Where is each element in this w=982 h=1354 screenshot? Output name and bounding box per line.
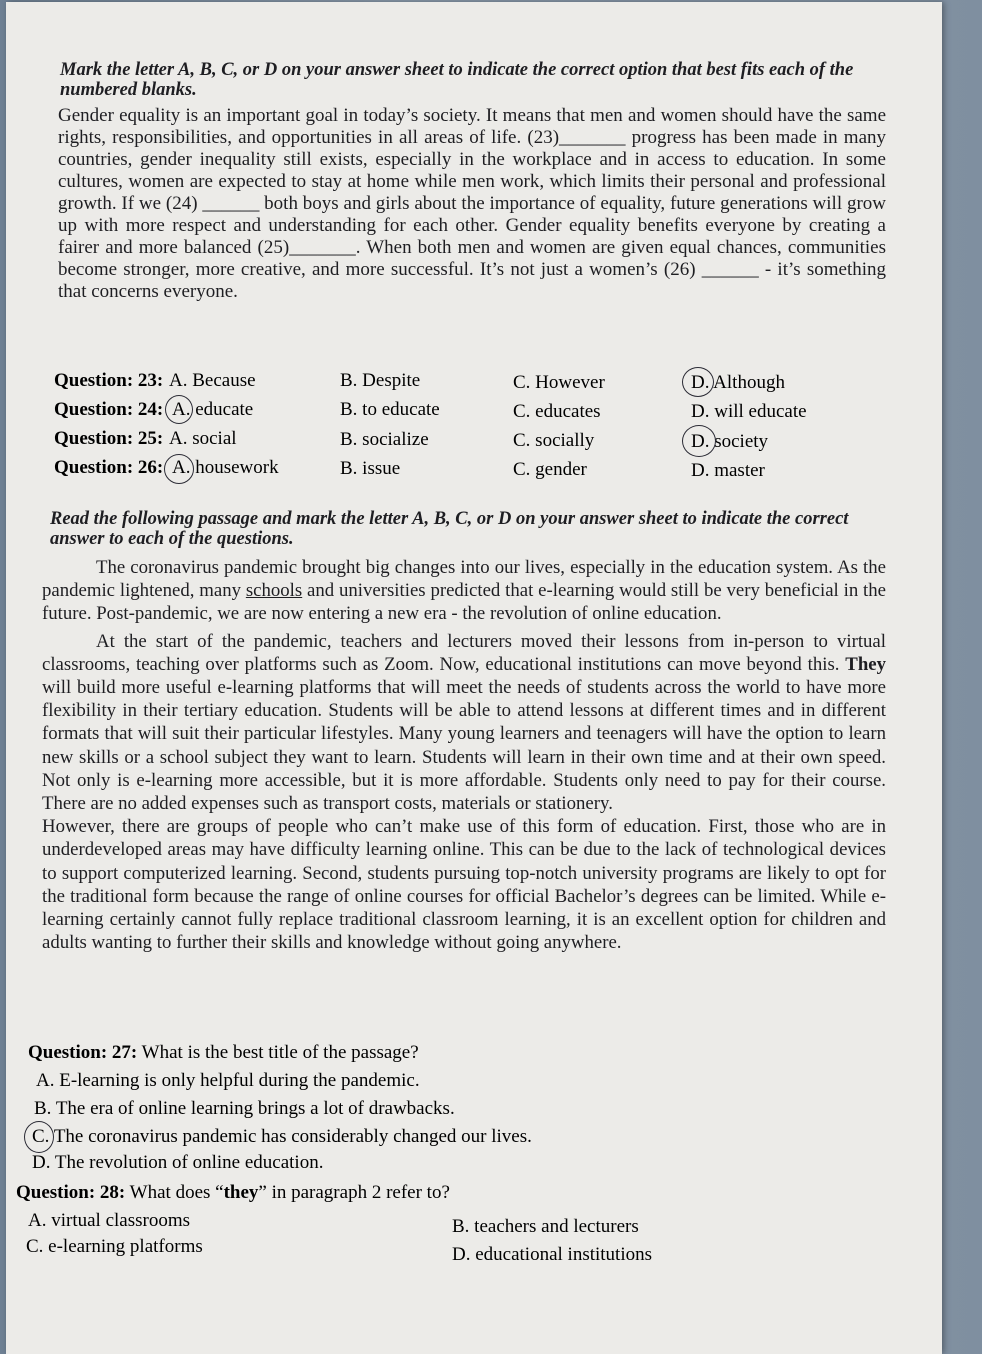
option-c[interactable]: C. socially bbox=[513, 430, 595, 451]
passage-paragraph-1 bbox=[42, 556, 886, 626]
cloze-questions bbox=[54, 370, 894, 490]
option-b[interactable]: B. to educate bbox=[340, 399, 440, 420]
option-d[interactable]: D. educational institutions bbox=[452, 1244, 653, 1265]
question-text bbox=[130, 1182, 450, 1203]
answer-circle-mark bbox=[682, 367, 714, 397]
paragraph-text: and universities predicted that e-learning would still be very beneficial in the future. Post-pandemic, we are now entering a new era - the revolution of online education. bbox=[42, 580, 887, 625]
option-b[interactable]: B. Despite bbox=[340, 370, 421, 391]
option-a[interactable]: A. E-learning is only helpful during the pandemic. bbox=[36, 1070, 420, 1091]
answer-circle-mark bbox=[682, 425, 716, 457]
option-b[interactable]: B. issue bbox=[340, 458, 401, 479]
option-a[interactable]: A. virtual classrooms bbox=[28, 1210, 191, 1231]
option-d[interactable]: D. Although bbox=[691, 372, 785, 393]
question-26 bbox=[54, 457, 163, 479]
gender-equality-passage bbox=[58, 105, 886, 303]
option-a[interactable]: A. housework bbox=[172, 457, 279, 478]
exam-sheet bbox=[6, 2, 942, 1354]
question-24 bbox=[54, 399, 163, 421]
option-c[interactable]: C. The coronavirus pandemic has considerably changed our lives. bbox=[32, 1126, 532, 1147]
section1-instruction: Mark the letter A, B, C, or D on your answer sheet to indicate the correct option that best fits each of the numbered blanks. bbox=[60, 60, 854, 100]
passage-paragraph-2 bbox=[42, 630, 886, 816]
question-25 bbox=[54, 428, 163, 450]
question-27 bbox=[28, 1042, 419, 1064]
answer-circle-mark bbox=[165, 395, 193, 424]
answer-circle-mark bbox=[164, 454, 194, 484]
option-d[interactable]: D. The revolution of online education. bbox=[32, 1152, 324, 1173]
option-d[interactable]: D. master bbox=[691, 460, 765, 481]
option-c[interactable]: C. gender bbox=[513, 459, 587, 480]
question-label: Question: 28: bbox=[16, 1182, 126, 1203]
question-label: Question: 23: bbox=[54, 370, 164, 391]
option-d[interactable]: D. will educate bbox=[691, 401, 807, 422]
option-a[interactable]: A. educate bbox=[172, 399, 254, 420]
question-text-part: What does “ bbox=[129, 1182, 224, 1203]
question-text-bold: they bbox=[223, 1182, 259, 1203]
option-c[interactable]: C. educates bbox=[513, 401, 601, 422]
passage-text: Gender equality is an important goal in today’s society. It means that men and women should have the same rights, responsibilities, and opportunities in all areas of life. (23)_______ progress has been made in many countries, gender inequality still exists, especially in the workplace and in access to education. In some cultures, women are expected to stay at home while men work, which limits their personal and professional growth. If we (24) ______ both boys and girls about the importance of equality, future generations will grow up with more respect and understanding for each other. Gender equality benefits everyone by creating a fairer and more balanced (25)_______. When both men and women are given equal chances, communities become stronger, more creative, and more successful. It’s not just a women’s (26) ______ - it’s something that concerns everyone. bbox=[58, 105, 886, 302]
option-b[interactable]: B. The era of online learning brings a lot of drawbacks. bbox=[34, 1098, 455, 1119]
option-b[interactable]: B. socialize bbox=[340, 429, 429, 450]
online-education-passage bbox=[42, 556, 886, 954]
underlined-word: schools bbox=[245, 580, 303, 602]
option-c[interactable]: C. However bbox=[513, 372, 605, 393]
question-28 bbox=[16, 1182, 450, 1204]
question-23 bbox=[54, 370, 163, 392]
bold-word: They bbox=[845, 653, 886, 675]
question-label: Question: 25: bbox=[54, 428, 164, 449]
question-text-part: ” in paragraph 2 refer to? bbox=[258, 1182, 450, 1203]
passage-paragraph-3: However, there are groups of people who can’t make use of this form of education. First, those who are in underdeveloped areas may have difficulty learning online. This can be due to the lack of technological devices to support computerized learning. Second, students pursuing top-notch university programs are likely to opt for the traditional form because the range of online courses for official Bachelor’s degrees can be limited. While e-learning certainly cannot fully replace traditional classroom learning, it is an excellent option for children and adults wanting to further their skills and knowledge without going anywhere. bbox=[42, 816, 886, 954]
question-label: Question: 27: bbox=[28, 1042, 138, 1063]
paragraph-text: The coronavirus pandemic brought big changes into our lives, especially in the education system. As the pandemic lightened, many bbox=[42, 557, 886, 602]
option-a[interactable]: A. Because bbox=[169, 370, 256, 391]
paragraph-text: will build more useful e-learning platforms that will meet the needs of students across the world to have more flexibility in their tertiary education. Students will be able to attend lessons at different times and in different formats that will suit their particular lifestyles. Many young learners and teenagers will have the option to learn new skills or a school subject they want to learn. Students will learn in their own time and at their own speed. Not only is e-learning more accessible, but it is more affordable. Students only need to pay for their course. There are no added expenses such as transport costs, materials or stationery. bbox=[42, 677, 886, 815]
option-b[interactable]: B. teachers and lecturers bbox=[452, 1216, 639, 1237]
answer-circle-mark bbox=[24, 1121, 54, 1153]
question-text: What is the best title of the passage? bbox=[141, 1042, 419, 1063]
question-label: Question: 24: bbox=[54, 399, 164, 420]
paragraph-text: At the start of the pandemic, teachers and lecturers moved their lessons from in-person to virtual classrooms, teaching over platforms such as Zoom. Now, educational institutions can move beyond this. bbox=[42, 630, 886, 675]
section2-instruction: Read the following passage and mark the letter A, B, C, or D on your answer sheet to indicate the correct answer to each of the questions. bbox=[50, 509, 849, 549]
option-d[interactable]: D. society bbox=[691, 431, 769, 452]
option-a[interactable]: A. social bbox=[169, 428, 237, 449]
question-label: Question: 26: bbox=[54, 457, 164, 478]
option-c[interactable]: C. e-learning platforms bbox=[26, 1236, 203, 1257]
